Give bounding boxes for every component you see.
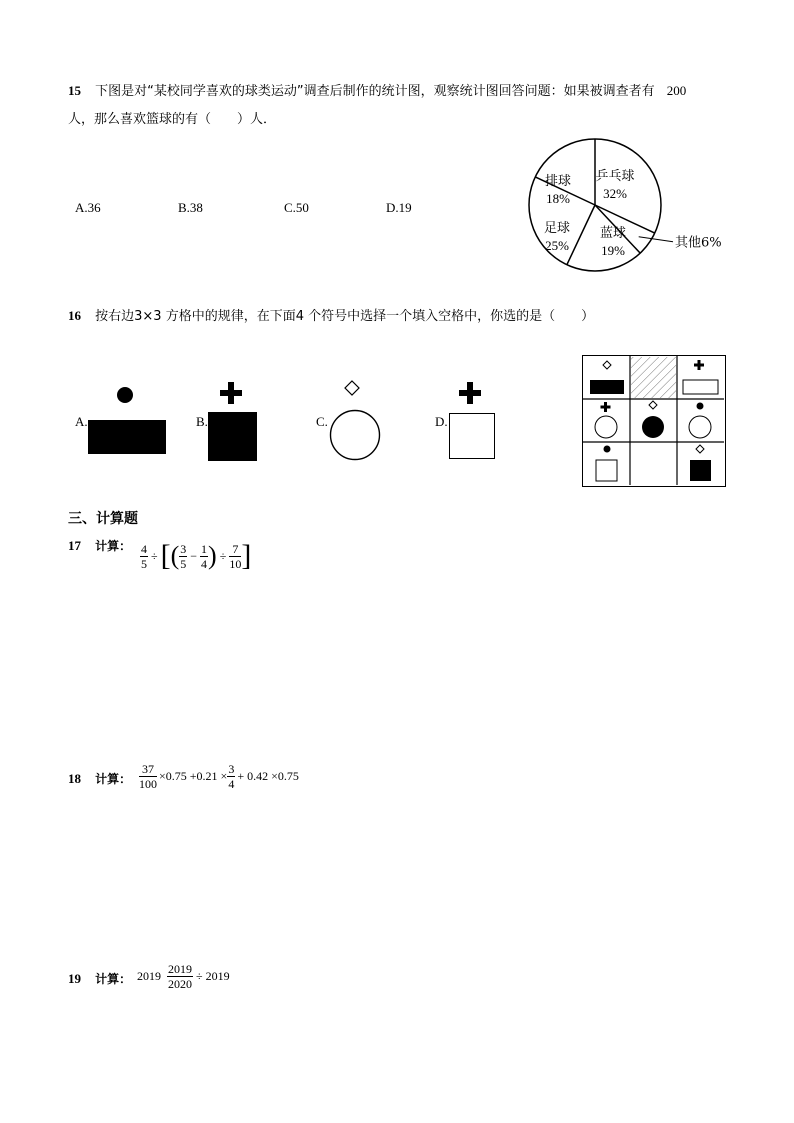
black-square-icon[interactable] — [208, 412, 257, 461]
fraction: $\frac{7}{10}$ — [229, 541, 242, 571]
pie-slice-value: 19% — [601, 243, 625, 258]
question-number: 15 — [68, 83, 81, 98]
grid-cell-2-1 — [583, 399, 630, 441]
right-bracket: ] — [241, 539, 252, 572]
grid-cell-3-2-empty[interactable] — [630, 442, 677, 484]
plus-icon — [459, 382, 481, 404]
black-circle-icon — [642, 416, 664, 438]
plus-icon — [220, 382, 242, 404]
dot-icon — [117, 387, 133, 403]
question-number: 18 — [68, 771, 81, 786]
pie-slice-label: 蓝球 — [599, 226, 627, 241]
calc-label: 计算： — [95, 539, 132, 553]
pie-chart — [515, 135, 740, 275]
left-bracket: [ — [160, 539, 171, 572]
q16-option-b-label[interactable]: B. — [196, 414, 208, 429]
white-rectangle-icon — [683, 380, 718, 394]
fraction: $\frac{37}{100}$ — [139, 762, 157, 791]
q16-option-a-label[interactable]: A. — [75, 414, 88, 429]
calc-label: 计算： — [95, 972, 132, 986]
pie-slice-label: 乒乓球 — [595, 169, 635, 184]
black-square-icon — [690, 460, 711, 481]
grid-cell-1-2-hatched — [630, 356, 677, 398]
white-square-icon[interactable] — [449, 413, 495, 459]
q15-line1 — [68, 80, 686, 99]
grid-cell-2-2 — [630, 399, 677, 441]
q18-expression: $\frac{37}{100}$ ×0.75 +0.21 × $\frac{3}{4}$ + 0.42 ×0.75 — [139, 762, 299, 791]
grid-cell-3-1 — [583, 442, 630, 484]
white-circle-icon — [689, 416, 711, 438]
pie-slice-value: 18% — [546, 191, 570, 206]
right-paren: ) — [208, 541, 217, 570]
black-rectangle-icon — [590, 380, 624, 394]
circle-icon[interactable] — [328, 408, 382, 462]
grid-cell-3-3 — [677, 442, 724, 484]
q16-option-d-label[interactable]: D. — [435, 414, 448, 429]
diamond-icon — [649, 401, 657, 409]
question-text: 按右边3×3 方格中的规律，在下面4 个符号中选择一个填入空格中，你选的是（ ） — [95, 309, 595, 324]
grid-cell-2-3 — [677, 399, 724, 441]
q16-option-c-label[interactable]: C. — [316, 414, 328, 429]
pie-slice-value: 32% — [603, 186, 627, 201]
diamond-icon — [696, 445, 704, 453]
left-paren: ( — [170, 541, 180, 570]
fraction: $\frac{3}{4}$ — [228, 762, 235, 791]
dot-icon — [604, 446, 611, 453]
diamond-icon — [344, 380, 360, 396]
q15-option-c[interactable]: C.50 — [284, 200, 309, 215]
black-rectangle-icon[interactable] — [88, 420, 166, 454]
fraction: $\frac{3}{5}$ — [180, 541, 187, 571]
q15-option-b[interactable]: B.38 — [178, 200, 203, 215]
q15-option-d[interactable]: D.19 — [386, 200, 412, 215]
calc-label: 计算： — [95, 772, 132, 786]
q18-line — [68, 770, 131, 787]
q17-line — [68, 537, 131, 554]
q16-line — [68, 305, 594, 324]
q17-expression: $\frac{4}{5}$ ÷ [ ( $\frac{3}{5}$ − $\frac{1}{4}$ ) ÷ $\frac{7}{10}$ ] — [141, 539, 252, 572]
fraction: $\frac{1}{4}$ — [201, 541, 208, 571]
q19-line — [68, 970, 131, 987]
q15-line2: 人，那么喜欢篮球的有（ ）人． — [68, 112, 277, 127]
diamond-icon — [603, 361, 611, 369]
fraction: $\frac{4}{5}$ — [141, 541, 147, 571]
grid-cell-1-1 — [583, 356, 630, 398]
fraction: $\frac{2019}{2020}$ — [168, 962, 192, 991]
pie-slice-label: 其他6% — [675, 235, 722, 251]
pie-slice-value: 25% — [545, 238, 569, 253]
grid-cell-1-3 — [677, 356, 724, 398]
q15-option-a[interactable]: A.36 — [75, 200, 101, 215]
pie-slice-label: 足球 — [543, 221, 571, 236]
question-number: 16 — [68, 308, 81, 323]
pattern-grid — [582, 355, 726, 487]
question-text: 下图是对“某校同学喜欢的球类运动”调查后制作的统计图，观察统计图回答问题：如果被调查者有 — [95, 84, 655, 99]
question-number: 17 — [68, 538, 81, 553]
question-number: 19 — [68, 971, 81, 986]
white-circle-icon — [595, 416, 617, 438]
q19-expression: 2019 $\frac{2019}{2020}$ ÷ 2019 — [137, 962, 230, 991]
white-square-icon — [596, 460, 617, 481]
dot-icon — [697, 403, 704, 410]
pie-slice-label: 排球 — [544, 174, 572, 189]
section-title: 三、计算题 — [68, 511, 138, 527]
respondent-count: 200 — [666, 83, 687, 98]
